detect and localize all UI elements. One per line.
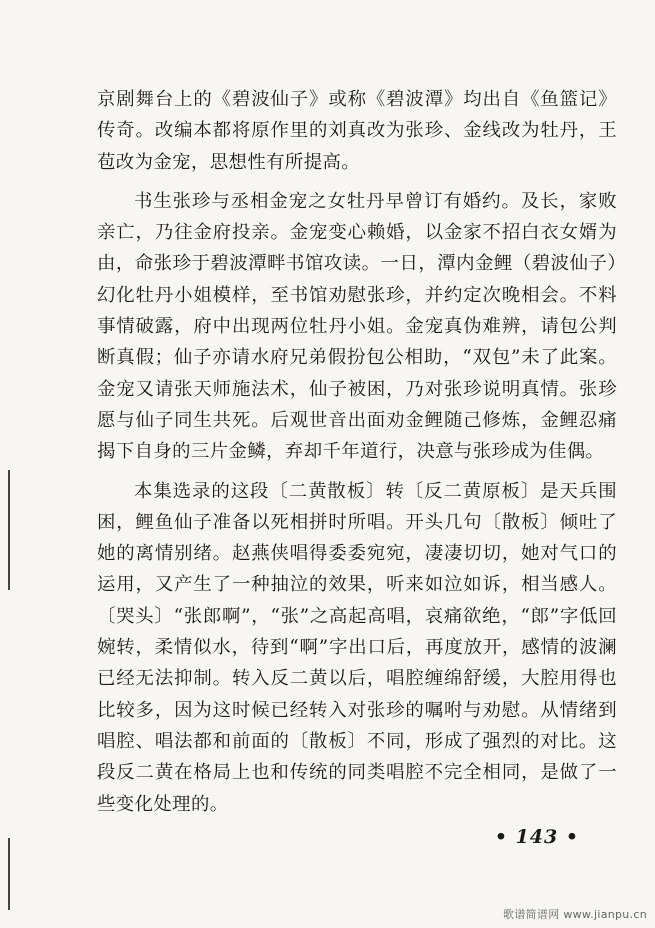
paragraph-intro: 京剧舞台上的《碧波仙子》或称《碧波潭》均出自《鱼篮记》传奇。改编本都将原作里的刘真改为张珍、金线改为牡丹，王苞改为金宠，思想性有所提高。	[97, 89, 617, 173]
paragraph-commentary: 本集选录的这段〔二黄散板〕转〔反二黄原板〕是天兵围困，鲤鱼仙子准备以死相拼时所唱。开头几句〔散板〕倾吐了她的离情别绪。赵燕侠唱得委委宛宛，凄凄切切，她对气口的运用，又产生了一种抽泣的效果，听来如泣如诉，相当感人。〔哭头〕“张郎啊”，“张”之高起高唱，哀痛欲绝，“郎”字低回婉转，柔情似水，待到“啊”字出口后，再度放开，感情的波澜已经无法抑制。转入反二黄以后，唱腔缠绵舒缓，大腔用得也比较多，因为这时候已经转入对张珍的嘱咐与劝慰。从情绪到唱腔、唱法都和前面的〔散板〕不同，形成了强烈的对比。这段反二黄在格局上也和传统的同类唱腔不完全相同，是做了一些变化处理的。	[97, 480, 617, 815]
watermark: 歌谱简谱网 www.jianpu.cn	[503, 908, 647, 921]
page-number: • 143 •	[494, 826, 579, 848]
body-text	[97, 84, 617, 820]
left-margin-line-top	[8, 470, 10, 590]
left-margin-line-bottom	[8, 838, 10, 910]
paragraph-synopsis: 书生张珍与丞相金宠之女牡丹早曾订有婚约。及长，家败亲亡，乃往金府投亲。金宠变心赖婚，以金家不招白衣女婿为由，命张珍于碧波潭畔书馆攻读。一日，潭内金鲤（碧波仙子）幻化牡丹小姐模样，至书馆劝慰张珍，并约定次晚相会。不料事情破露，府中出现两位牡丹小姐。金宠真伪难辨，请包公判断真假；仙子亦请水府兄弟假扮包公相助，“双包”未了此案。金宠又请张天师施法术，仙子被困，乃对张珍说明真情。张珍愿与仙子同生共死。后观世音出面劝金鲤随己修炼，金鲤忍痛揭下自身的三片金鳞，弃却千年道行，决意与张珍成为佳偶。	[97, 190, 617, 463]
